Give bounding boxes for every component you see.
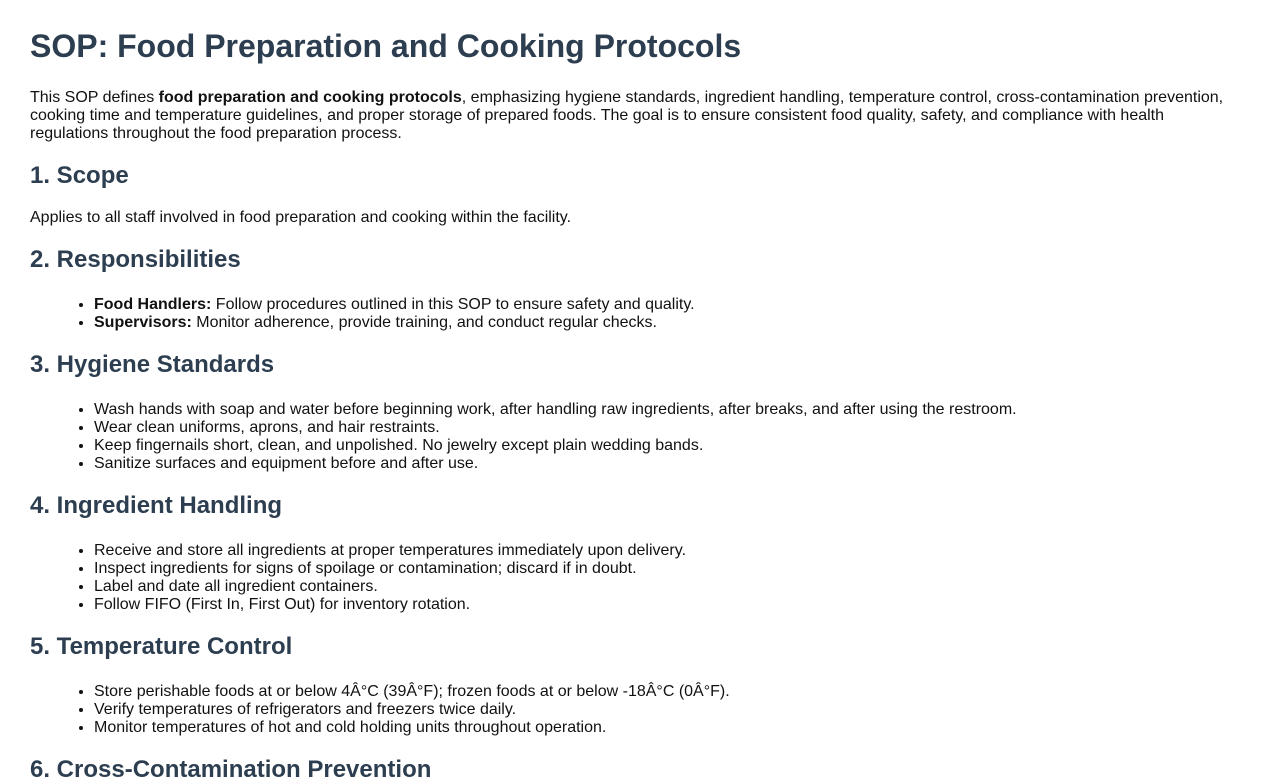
list-item: • Store perishable foods at or below 4Â°C (39Â°F); frozen foods at or below -18Â°C (0Â°F).: [94, 683, 1233, 701]
section-temperature-control: [30, 633, 1233, 737]
list-item-text: Monitor adherence, provide training, and conduct regular checks.: [191, 314, 657, 331]
intro-text-prefix: This SOP defines: [30, 89, 159, 106]
list-item-text: Follow procedures outlined in this SOP to ensure safety and quality.: [211, 296, 695, 313]
section-responsibilities: [30, 246, 1233, 332]
intro-text-suffix: , emphasizing hygiene standards, ingredient handling, temperature control, cross-contamination prevention, cooking time and temperature guidelines, and proper storage of prepared foods. The goal is to ensure consistent food quality, safety, and compliance with health regulations throughout the food preparation process.: [30, 89, 1224, 142]
section-hygiene-standards: [30, 351, 1233, 473]
section-scope: [30, 162, 1233, 227]
list-item-bold: Food Handlers:: [94, 296, 212, 313]
list-item: • Wear clean uniforms, aprons, and hair restraints.: [94, 419, 1233, 437]
intro-paragraph: [30, 89, 1233, 143]
list-item: [94, 296, 1233, 314]
list-item: • Monitor temperatures of hot and cold holding units throughout operation.: [94, 719, 1233, 737]
list-item: • Follow FIFO (First In, First Out) for inventory rotation.: [94, 596, 1233, 614]
section-heading-responsibilities: 2. Responsibilities: [30, 246, 241, 273]
section-cross-contamination: [30, 756, 1233, 783]
ingredient-list: [30, 542, 1233, 614]
list-item: • Receive and store all ingredients at proper temperatures immediately upon delivery.: [94, 542, 1233, 560]
list-item: • Wash hands with soap and water before beginning work, after handling raw ingredients, after breaks, and after using the restroom.: [94, 401, 1233, 419]
hygiene-list: [30, 401, 1233, 473]
list-item: [94, 314, 1233, 332]
list-item: • Keep fingernails short, clean, and unpolished. No jewelry except plain wedding bands.: [94, 437, 1233, 455]
list-item: • Sanitize surfaces and equipment before and after use.: [94, 455, 1233, 473]
section-heading-scope: 1. Scope: [30, 162, 129, 189]
list-item: • Inspect ingredients for signs of spoilage or contamination; discard if in doubt.: [94, 560, 1233, 578]
intro-text-bold: food preparation and cooking protocols: [158, 89, 462, 106]
section-heading-ingredient: 4. Ingredient Handling: [30, 492, 283, 519]
page-title: SOP: Food Preparation and Cooking Protocols: [30, 28, 742, 64]
temperature-list: [30, 683, 1233, 737]
responsibilities-list: [30, 296, 1233, 332]
section-heading-hygiene: 3. Hygiene Standards: [30, 351, 275, 378]
scope-paragraph: Applies to all staff involved in food preparation and cooking within the facility.: [30, 209, 572, 226]
section-ingredient-handling: [30, 492, 1233, 614]
list-item-bold: Supervisors:: [94, 314, 192, 331]
list-item: • Label and date all ingredient containers.: [94, 578, 1233, 596]
section-heading-temperature: 5. Temperature Control: [30, 633, 293, 660]
section-heading-cross-contamination: 6. Cross-Contamination Prevention: [30, 756, 432, 783]
list-item: • Verify temperatures of refrigerators and freezers twice daily.: [94, 701, 1233, 719]
